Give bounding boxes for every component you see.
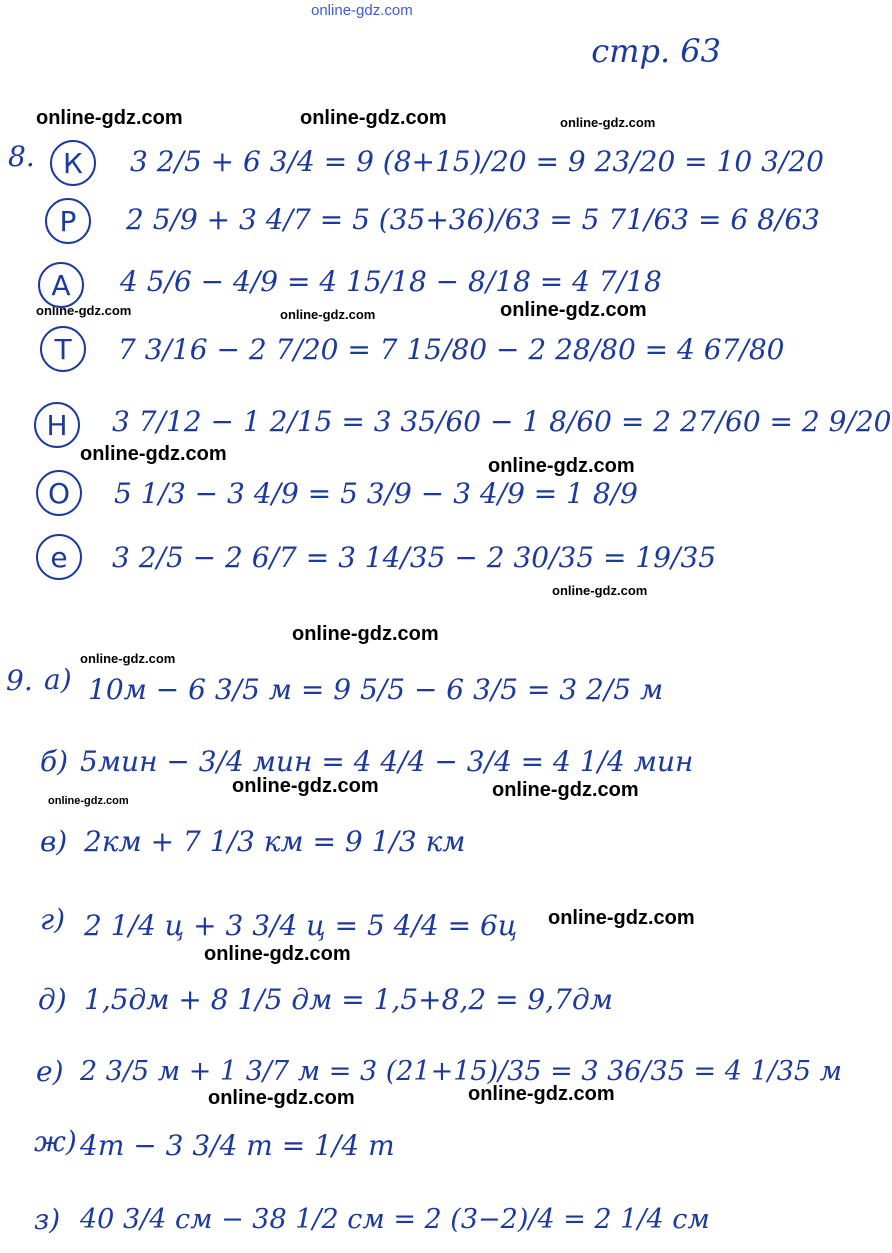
watermark: online-gdz.com (492, 779, 639, 801)
task-9-row-b: 5мин − 3/4 мин = 4 4/4 − 3/4 = 4 1/4 мин (80, 745, 694, 778)
letter-r-circle: Р (45, 198, 91, 244)
task-9-row-d: 1,5дм + 8 1/5 дм = 1,5+8,2 = 9,7дм (84, 983, 613, 1016)
task-8-row-r: 2 5/9 + 3 4/7 = 5 (35+36)/63 = 5 71/63 = 6 8/63 (126, 203, 820, 236)
task-9-label-e: е) (36, 1055, 64, 1088)
task-8-row-o: 5 1/3 − 3 4/9 = 5 3/9 − 3 4/9 = 1 8/9 (114, 477, 638, 510)
page-number: стр. 63 (591, 32, 721, 70)
letter-o-circle: О (36, 470, 82, 516)
watermark: online-gdz.com (80, 443, 227, 465)
watermark: online-gdz.com (300, 107, 447, 129)
watermark: online-gdz.com (80, 651, 176, 666)
task-9-row-g: 2 1/4 ц + 3 3/4 ц = 5 4/4 = 6ц (84, 909, 518, 942)
watermark: online-gdz.com (204, 943, 351, 965)
letter-e-circle: е (36, 534, 82, 580)
task-8-row-k: 3 2/5 + 6 3/4 = 9 (8+15)/20 = 9 23/20 = 10 3/20 (130, 145, 824, 178)
watermark: online-gdz.com (232, 775, 379, 797)
watermark: online-gdz.com (292, 623, 439, 645)
watermark: online-gdz.com (280, 307, 376, 322)
task-9-row-zh: 4т − 3 3/4 т = 1/4 т (80, 1129, 395, 1162)
watermark: online-gdz.com (500, 299, 647, 321)
watermark: online-gdz.com (548, 907, 695, 929)
watermark: online-gdz.com (36, 107, 183, 129)
letter-a-circle: А (38, 262, 84, 308)
task-9-row-e: 2 3/5 м + 1 3/7 м = 3 (21+15)/35 = 3 36/35 = 4 1/35 м (80, 1056, 843, 1087)
task-8-number: 8. (8, 140, 35, 173)
task-8-row-e: 3 2/5 − 2 6/7 = 3 14/35 − 2 30/35 = 19/35 (112, 541, 717, 574)
task-9-label-z: з) (34, 1203, 61, 1236)
task-9-label-a: а) (44, 663, 72, 696)
task-8-row-n: 3 7/12 − 1 2/15 = 3 35/60 − 1 8/60 = 2 27/60 = 2 9/20 (112, 405, 892, 438)
task-9-row-z: 40 3/4 см − 38 1/2 см = 2 (3−2)/4 = 2 1/4 см (80, 1204, 710, 1235)
watermark: online-gdz.com (48, 795, 129, 807)
task-9-label-d: д) (38, 983, 67, 1016)
task-9-number: 9. (6, 664, 33, 697)
watermark: online-gdz.com (468, 1083, 615, 1105)
task-9-label-g: г) (40, 903, 66, 936)
task-9-label-zh: ж) (34, 1125, 77, 1158)
task-8-row-t: 7 3/16 − 2 7/20 = 7 15/80 − 2 28/80 = 4 67/80 (118, 333, 785, 366)
watermark: online-gdz.com (208, 1087, 355, 1109)
watermark: online-gdz.com (560, 115, 656, 130)
task-9-row-v: 2км + 7 1/3 км = 9 1/3 км (84, 825, 466, 858)
site-link[interactable]: online-gdz.com (311, 2, 413, 19)
watermark: online-gdz.com (36, 303, 132, 318)
task-8-row-a: 4 5/6 − 4/9 = 4 15/18 − 8/18 = 4 7/18 (120, 265, 662, 298)
watermark: online-gdz.com (488, 455, 635, 477)
task-9-row-a: 10м − 6 3/5 м = 9 5/5 − 6 3/5 = 3 2/5 м (88, 673, 664, 706)
letter-k-circle: К (50, 140, 96, 186)
letter-t-circle: Т (40, 326, 86, 372)
task-9-label-v: в) (40, 825, 68, 858)
task-9-label-b: б) (40, 745, 69, 778)
watermark: online-gdz.com (552, 583, 648, 598)
letter-n-circle: Н (34, 402, 80, 448)
